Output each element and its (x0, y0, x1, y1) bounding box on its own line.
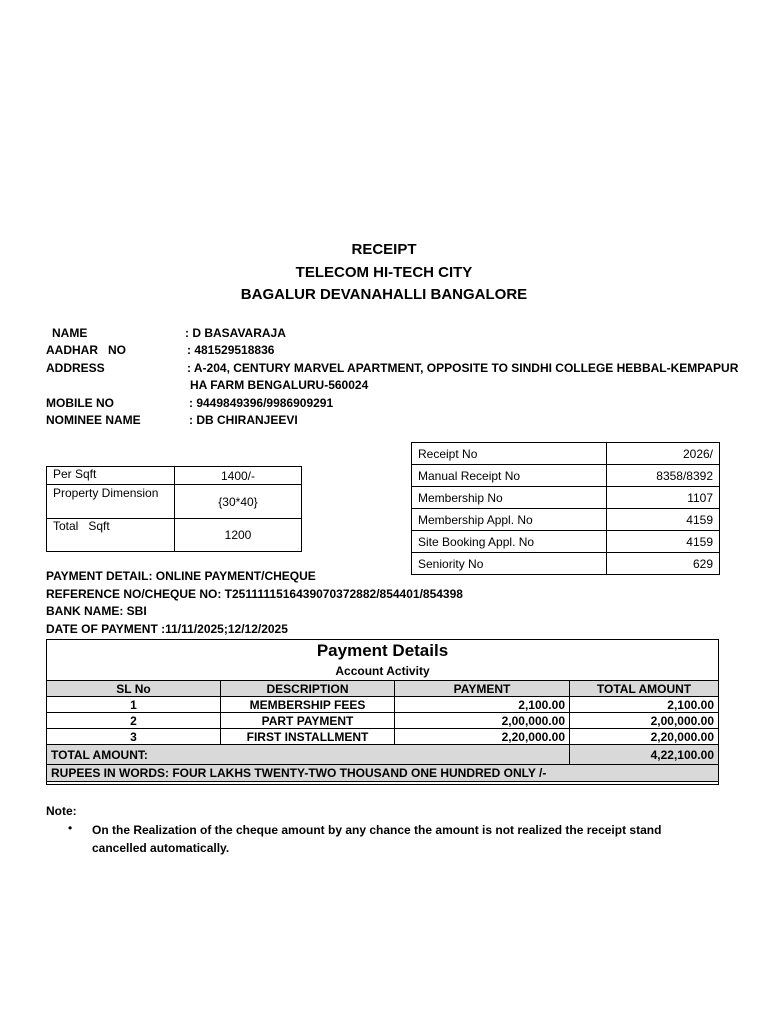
total-sqft-label: Total Sqft (47, 519, 175, 552)
note-text: On the Realization of the cheque amount by any chance the amount is not realized the receipt stand cancelled automatically. (92, 823, 662, 855)
name-label: NAME (52, 326, 88, 340)
bank-name: BANK NAME: SBI (46, 604, 147, 618)
mobile-label: MOBILE NO (46, 396, 114, 410)
per-sqft-value: 1400/- (175, 467, 302, 485)
total-amount-cell: 2,00,000.00 (570, 713, 719, 729)
table-row (47, 697, 719, 713)
total-amount-cell: 2,20,000.00 (570, 729, 719, 745)
receipt-info-label: Seniority No (412, 553, 607, 575)
table-row (47, 713, 719, 729)
receipt-info-label: Membership Appl. No (412, 509, 607, 531)
column-header-description: DESCRIPTION (221, 681, 395, 697)
total-amount-cell: 2,100.00 (570, 697, 719, 713)
description-cell: MEMBERSHIP FEES (221, 697, 395, 713)
payment-cell: 2,20,000.00 (395, 729, 570, 745)
receipt-info-label: Manual Receipt No (412, 465, 607, 487)
total-amount-value: 4,22,100.00 (570, 745, 719, 765)
per-sqft-label: Per Sqft (47, 467, 175, 485)
receipt-info-label: Receipt No (412, 443, 607, 465)
address-line-1: : A-204, CENTURY MARVEL APARTMENT, OPPOSITE TO SINDHI COLLEGE HEBBAL-KEMPAPUR (187, 361, 739, 375)
aadhar-label: AADHAR NO (46, 343, 126, 357)
column-header-sl-no: SL No (47, 681, 221, 697)
organization-location: BAGALUR DEVANAHALLI BANGALORE (240, 286, 528, 303)
total-row (47, 745, 719, 765)
receipt-info-value: 4159 (607, 509, 720, 531)
organization-name: TELECOM HI-TECH CITY (295, 264, 473, 281)
receipt-info-value: 2026/ (607, 443, 720, 465)
total-amount-label: TOTAL AMOUNT: (47, 745, 570, 765)
nominee-label: NOMINEE NAME (46, 413, 141, 427)
table-row (412, 443, 720, 465)
receipt-info-value: 4159 (607, 531, 720, 553)
table-header-row (47, 681, 719, 697)
receipt-info-value: 1107 (607, 487, 720, 509)
total-sqft-value: 1200 (175, 519, 302, 552)
table-row (47, 729, 719, 745)
payment-details-section (46, 639, 719, 785)
table-row (412, 531, 720, 553)
payment-detail: PAYMENT DETAIL: ONLINE PAYMENT/CHEQUE (46, 569, 316, 583)
property-dimension-label: Property Dimension (47, 485, 175, 519)
mobile-value: : 9449849396/9986909291 (189, 396, 334, 410)
account-activity-subtitle: Account Activity (335, 664, 430, 678)
reference-number: REFERENCE NO/CHEQUE NO: T2511111516439070372882/854401/854398 (46, 587, 463, 601)
property-dimension-table (46, 466, 302, 552)
payment-table (46, 680, 719, 782)
receipt-info-label: Site Booking Appl. No (412, 531, 607, 553)
amount-in-words-row (47, 765, 719, 782)
address-line-2: HA FARM BENGALURU-560024 (190, 378, 369, 392)
aadhar-value: : 481529518836 (187, 343, 275, 357)
sl-no-cell: 3 (47, 729, 221, 745)
bullet-icon: • (68, 821, 73, 835)
amount-in-words: RUPEES IN WORDS: FOUR LAKHS TWENTY-TWO THOUSAND ONE HUNDRED ONLY /- (47, 765, 719, 782)
description-cell: PART PAYMENT (221, 713, 395, 729)
name-value: : D BASAVARAJA (185, 326, 286, 340)
receipt-info-value: 629 (607, 553, 720, 575)
address-label: ADDRESS (46, 361, 105, 375)
payment-details-title: Payment Details (316, 641, 449, 660)
table-row (47, 467, 302, 485)
property-dimension-value: {30*40} (175, 485, 302, 519)
receipt-title: RECEIPT (351, 241, 417, 258)
receipt-info-label: Membership No (412, 487, 607, 509)
column-header-total-amount: TOTAL AMOUNT (570, 681, 719, 697)
table-row (412, 553, 720, 575)
payment-cell: 2,100.00 (395, 697, 570, 713)
column-header-payment: PAYMENT (395, 681, 570, 697)
table-row (47, 519, 302, 552)
sl-no-cell: 1 (47, 697, 221, 713)
table-row (412, 487, 720, 509)
receipt-info-table (411, 442, 720, 575)
table-row (412, 465, 720, 487)
table-row (412, 509, 720, 531)
table-row (47, 485, 302, 519)
receipt-info-value: 8358/8392 (607, 465, 720, 487)
sl-no-cell: 2 (47, 713, 221, 729)
description-cell: FIRST INSTALLMENT (221, 729, 395, 745)
nominee-value: : DB CHIRANJEEVI (189, 413, 298, 427)
note-label: Note: (46, 804, 77, 818)
date-of-payment: DATE OF PAYMENT :11/11/2025;12/12/2025 (46, 622, 288, 636)
payment-cell: 2,00,000.00 (395, 713, 570, 729)
